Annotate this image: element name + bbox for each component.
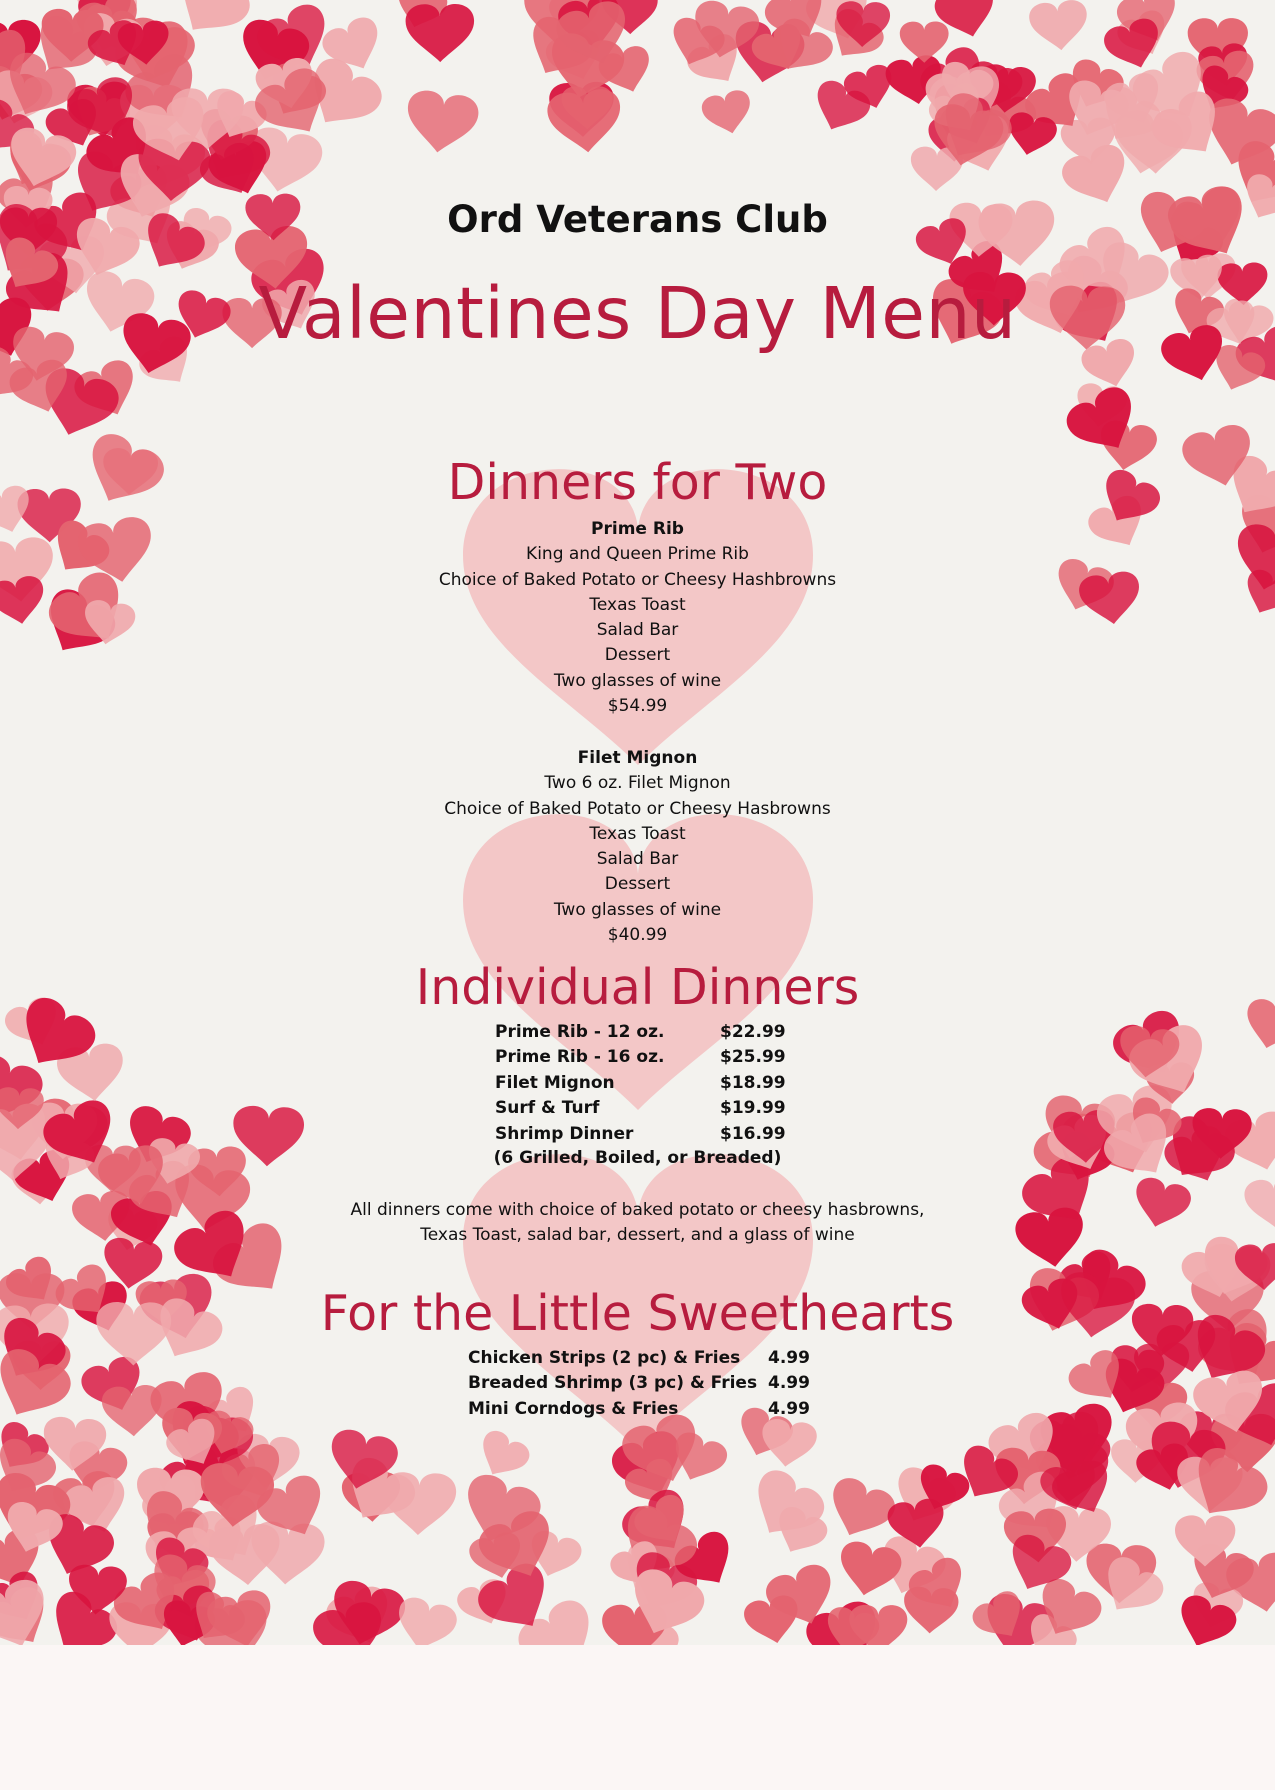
item-price: $18.99: [720, 1072, 786, 1093]
section-heading-individual-dinners: Individual Dinners: [415, 959, 860, 1016]
item-price: 4.99: [768, 1348, 810, 1368]
dinner-line: Salad Bar: [596, 620, 679, 641]
section-heading-dinners-for-two: Dinners for Two: [447, 454, 828, 511]
item-name: Prime Rib - 12 oz.: [495, 1022, 665, 1042]
club-name: Ord Veterans Club: [447, 198, 828, 241]
dinner-filet-mignon: [0, 746, 1275, 948]
item-price: $19.99: [720, 1098, 786, 1119]
dinner-name: Filet Mignon: [577, 748, 698, 768]
note-line: All dinners come with choice of baked potato or cheesy hasbrowns,: [350, 1200, 925, 1220]
dinner-line: Texas Toast: [589, 823, 686, 844]
list-item: [495, 1020, 800, 1045]
dinner-line: Dessert: [604, 645, 671, 666]
dinner-line: Choice of Baked Potato or Cheesy Hashbrowns: [438, 569, 837, 590]
shrimp-note: (6 Grilled, Boiled, or Breaded): [493, 1148, 782, 1168]
individual-dinner-list: [495, 1020, 800, 1147]
list-item: [495, 1071, 800, 1096]
list-item: [468, 1371, 828, 1396]
item-name: Shrimp Dinner: [495, 1123, 634, 1144]
page-title: Valentines Day Menu: [258, 272, 1017, 355]
dinner-name: Prime Rib: [591, 519, 684, 539]
page-bottom-margin: [0, 1645, 1275, 1790]
dinner-inclusion-note: [0, 1198, 1275, 1249]
item-price: $16.99: [720, 1123, 786, 1144]
dinner-line: Two glasses of wine: [553, 899, 722, 920]
dinner-price: $54.99: [607, 696, 668, 717]
dinner-line: Salad Bar: [596, 849, 679, 870]
item-name: Breaded Shrimp (3 pc) & Fries: [468, 1373, 758, 1394]
list-item: [495, 1096, 800, 1121]
kids-menu-list: [468, 1346, 828, 1422]
dinner-prime-rib: [0, 517, 1275, 719]
list-item: [468, 1346, 828, 1371]
item-name: Chicken Strips (2 pc) & Fries: [468, 1348, 741, 1368]
dinner-line: Choice of Baked Potato or Cheesy Hasbrowns: [444, 798, 831, 819]
item-name: Mini Corndogs & Fries: [468, 1398, 679, 1419]
dinner-line: Dessert: [604, 874, 671, 895]
dinner-line: Texas Toast: [589, 594, 686, 615]
dinner-line: Two glasses of wine: [553, 670, 722, 691]
note-line: Texas Toast, salad bar, dessert, and a glass of wine: [420, 1225, 855, 1246]
section-heading-little-sweethearts: For the Little Sweethearts: [320, 1285, 955, 1342]
item-price: 4.99: [768, 1398, 810, 1419]
list-item: [495, 1122, 800, 1147]
item-price: $25.99: [720, 1047, 786, 1068]
item-price: $22.99: [720, 1022, 786, 1042]
item-price: 4.99: [768, 1373, 810, 1394]
list-item: [468, 1397, 828, 1422]
item-name: Prime Rib - 16 oz.: [495, 1047, 665, 1068]
item-name: Surf & Turf: [495, 1098, 600, 1119]
item-name: Filet Mignon: [495, 1072, 615, 1093]
list-item: [495, 1045, 800, 1070]
dinner-line: Two 6 oz. Filet Mignon: [544, 773, 731, 794]
dinner-price: $40.99: [607, 925, 668, 946]
dinner-line: King and Queen Prime Rib: [526, 544, 749, 565]
